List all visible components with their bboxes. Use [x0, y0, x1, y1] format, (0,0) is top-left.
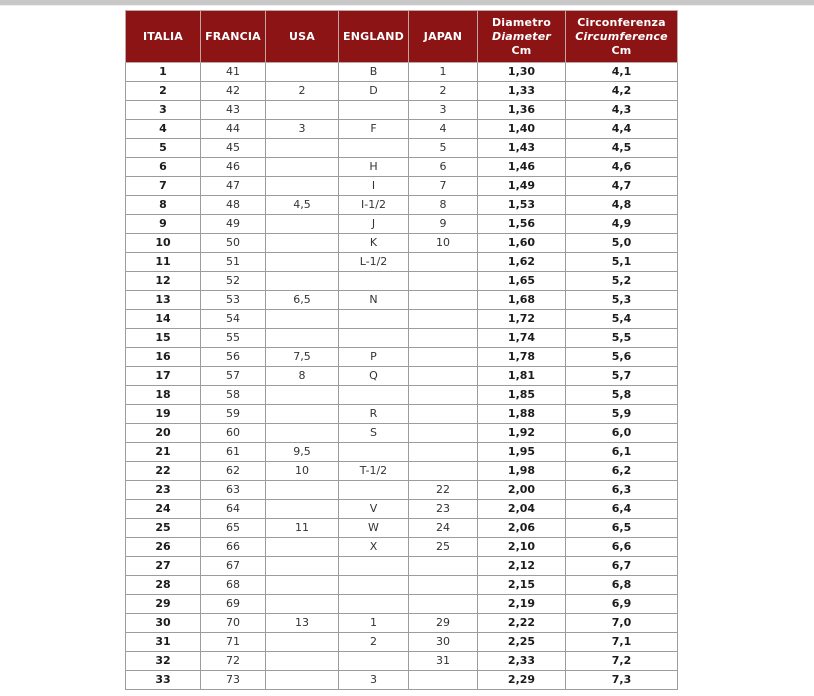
- table-row: [126, 272, 678, 291]
- cell-italia: 23: [126, 481, 201, 500]
- cell-circonferenza: 5,0: [566, 234, 678, 253]
- cell-diametro: 1,88: [478, 405, 566, 424]
- cell-england: D: [339, 82, 409, 101]
- cell-japan: [409, 310, 478, 329]
- table-row: [126, 633, 678, 652]
- cell-circonferenza: 4,1: [566, 63, 678, 82]
- cell-japan: [409, 329, 478, 348]
- cell-england: 3: [339, 671, 409, 690]
- cell-francia: 63: [201, 481, 266, 500]
- table-row: [126, 139, 678, 158]
- table-row: [126, 63, 678, 82]
- cell-usa: [266, 595, 339, 614]
- cell-circonferenza: 5,6: [566, 348, 678, 367]
- cell-francia: 67: [201, 557, 266, 576]
- cell-circonferenza: 6,4: [566, 500, 678, 519]
- cell-italia: 14: [126, 310, 201, 329]
- table-row: [126, 538, 678, 557]
- cell-england: I-1/2: [339, 196, 409, 215]
- cell-circonferenza: 6,7: [566, 557, 678, 576]
- cell-italia: 16: [126, 348, 201, 367]
- table-row: [126, 424, 678, 443]
- cell-england: [339, 443, 409, 462]
- cell-francia: 48: [201, 196, 266, 215]
- table-row: [126, 481, 678, 500]
- cell-circonferenza: 5,1: [566, 253, 678, 272]
- header-label: Diametro: [491, 15, 552, 29]
- cell-francia: 59: [201, 405, 266, 424]
- table-row: [126, 405, 678, 424]
- cell-francia: 58: [201, 386, 266, 405]
- cell-italia: 22: [126, 462, 201, 481]
- cell-diametro: 1,72: [478, 310, 566, 329]
- cell-japan: [409, 443, 478, 462]
- table-row: [126, 329, 678, 348]
- cell-england: B: [339, 63, 409, 82]
- cell-francia: 60: [201, 424, 266, 443]
- header-unit: Cm: [611, 43, 632, 57]
- cell-italia: 25: [126, 519, 201, 538]
- table-row: [126, 215, 678, 234]
- cell-italia: 29: [126, 595, 201, 614]
- cell-england: [339, 272, 409, 291]
- cell-england: P: [339, 348, 409, 367]
- table-row: [126, 177, 678, 196]
- cell-italia: 3: [126, 101, 201, 120]
- cell-usa: [266, 272, 339, 291]
- cell-circonferenza: 4,2: [566, 82, 678, 101]
- cell-usa: 4,5: [266, 196, 339, 215]
- cell-usa: [266, 63, 339, 82]
- cell-usa: 10: [266, 462, 339, 481]
- cell-francia: 49: [201, 215, 266, 234]
- cell-francia: 43: [201, 101, 266, 120]
- cell-usa: [266, 557, 339, 576]
- cell-japan: [409, 253, 478, 272]
- cell-diametro: 1,53: [478, 196, 566, 215]
- cell-italia: 5: [126, 139, 201, 158]
- cell-italia: 21: [126, 443, 201, 462]
- table-row: [126, 253, 678, 272]
- cell-diametro: 1,81: [478, 367, 566, 386]
- cell-diametro: 1,49: [478, 177, 566, 196]
- cell-circonferenza: 6,8: [566, 576, 678, 595]
- cell-italia: 31: [126, 633, 201, 652]
- cell-diametro: 2,22: [478, 614, 566, 633]
- cell-circonferenza: 4,8: [566, 196, 678, 215]
- cell-italia: 28: [126, 576, 201, 595]
- cell-francia: 69: [201, 595, 266, 614]
- cell-italia: 11: [126, 253, 201, 272]
- cell-england: X: [339, 538, 409, 557]
- cell-england: J: [339, 215, 409, 234]
- table-row: [126, 367, 678, 386]
- cell-diametro: 1,46: [478, 158, 566, 177]
- cell-circonferenza: 7,1: [566, 633, 678, 652]
- cell-england: 1: [339, 614, 409, 633]
- cell-england: S: [339, 424, 409, 443]
- cell-usa: [266, 405, 339, 424]
- cell-england: [339, 386, 409, 405]
- cell-diametro: 1,65: [478, 272, 566, 291]
- cell-circonferenza: 6,3: [566, 481, 678, 500]
- cell-francia: 45: [201, 139, 266, 158]
- cell-francia: 51: [201, 253, 266, 272]
- cell-circonferenza: 4,6: [566, 158, 678, 177]
- table-row: [126, 462, 678, 481]
- cell-usa: [266, 481, 339, 500]
- cell-italia: 10: [126, 234, 201, 253]
- cell-usa: [266, 177, 339, 196]
- cell-francia: 68: [201, 576, 266, 595]
- cell-usa: [266, 576, 339, 595]
- column-header-francia: FRANCIA: [201, 11, 266, 63]
- cell-circonferenza: 6,2: [566, 462, 678, 481]
- cell-diametro: 1,56: [478, 215, 566, 234]
- cell-usa: 8: [266, 367, 339, 386]
- ring-size-conversion-table: [125, 10, 678, 690]
- cell-italia: 6: [126, 158, 201, 177]
- cell-japan: 7: [409, 177, 478, 196]
- cell-japan: 8: [409, 196, 478, 215]
- cell-francia: 41: [201, 63, 266, 82]
- cell-italia: 15: [126, 329, 201, 348]
- cell-diametro: 2,04: [478, 500, 566, 519]
- cell-francia: 54: [201, 310, 266, 329]
- cell-usa: [266, 671, 339, 690]
- cell-england: [339, 557, 409, 576]
- cell-england: R: [339, 405, 409, 424]
- cell-england: L-1/2: [339, 253, 409, 272]
- cell-usa: [266, 424, 339, 443]
- cell-francia: 56: [201, 348, 266, 367]
- cell-japan: 29: [409, 614, 478, 633]
- table-row: [126, 82, 678, 101]
- cell-italia: 4: [126, 120, 201, 139]
- cell-circonferenza: 4,3: [566, 101, 678, 120]
- cell-francia: 66: [201, 538, 266, 557]
- cell-italia: 24: [126, 500, 201, 519]
- cell-england: W: [339, 519, 409, 538]
- cell-usa: 13: [266, 614, 339, 633]
- cell-england: [339, 101, 409, 120]
- cell-circonferenza: 5,8: [566, 386, 678, 405]
- cell-diametro: 2,29: [478, 671, 566, 690]
- cell-usa: [266, 386, 339, 405]
- cell-circonferenza: 4,7: [566, 177, 678, 196]
- cell-usa: 3: [266, 120, 339, 139]
- table-row: [126, 576, 678, 595]
- cell-circonferenza: 4,9: [566, 215, 678, 234]
- cell-usa: 9,5: [266, 443, 339, 462]
- cell-circonferenza: 4,4: [566, 120, 678, 139]
- cell-japan: [409, 462, 478, 481]
- cell-diametro: 1,40: [478, 120, 566, 139]
- cell-england: I: [339, 177, 409, 196]
- table-row: [126, 614, 678, 633]
- table-row: [126, 101, 678, 120]
- column-header-usa: USA: [266, 11, 339, 63]
- cell-japan: 9: [409, 215, 478, 234]
- cell-italia: 19: [126, 405, 201, 424]
- cell-francia: 72: [201, 652, 266, 671]
- cell-diametro: 2,19: [478, 595, 566, 614]
- cell-japan: 3: [409, 101, 478, 120]
- cell-francia: 52: [201, 272, 266, 291]
- cell-usa: [266, 538, 339, 557]
- cell-japan: [409, 405, 478, 424]
- cell-circonferenza: 6,9: [566, 595, 678, 614]
- cell-japan: 31: [409, 652, 478, 671]
- cell-diametro: 1,78: [478, 348, 566, 367]
- cell-circonferenza: 5,5: [566, 329, 678, 348]
- cell-japan: [409, 557, 478, 576]
- cell-japan: [409, 424, 478, 443]
- cell-circonferenza: 5,2: [566, 272, 678, 291]
- column-header-england: ENGLAND: [339, 11, 409, 63]
- header-label: Circonferenza: [577, 15, 666, 29]
- cell-japan: [409, 367, 478, 386]
- cell-francia: 62: [201, 462, 266, 481]
- cell-italia: 12: [126, 272, 201, 291]
- cell-italia: 20: [126, 424, 201, 443]
- cell-circonferenza: 6,1: [566, 443, 678, 462]
- cell-circonferenza: 4,5: [566, 139, 678, 158]
- cell-diametro: 2,00: [478, 481, 566, 500]
- cell-diametro: 1,92: [478, 424, 566, 443]
- cell-diametro: 1,33: [478, 82, 566, 101]
- cell-francia: 61: [201, 443, 266, 462]
- cell-japan: 25: [409, 538, 478, 557]
- column-header-circonferenza: [566, 11, 678, 63]
- cell-usa: 2: [266, 82, 339, 101]
- cell-england: N: [339, 291, 409, 310]
- cell-usa: 6,5: [266, 291, 339, 310]
- cell-england: 2: [339, 633, 409, 652]
- cell-diametro: 2,15: [478, 576, 566, 595]
- cell-italia: 33: [126, 671, 201, 690]
- cell-japan: 4: [409, 120, 478, 139]
- cell-usa: 7,5: [266, 348, 339, 367]
- cell-diametro: 1,36: [478, 101, 566, 120]
- cell-diametro: 1,68: [478, 291, 566, 310]
- cell-francia: 73: [201, 671, 266, 690]
- cell-diametro: 1,62: [478, 253, 566, 272]
- table-body: [126, 63, 678, 690]
- cell-usa: [266, 139, 339, 158]
- header-unit: Cm: [511, 43, 532, 57]
- cell-england: [339, 310, 409, 329]
- column-header-diametro: [478, 11, 566, 63]
- cell-diametro: 2,12: [478, 557, 566, 576]
- cell-francia: 70: [201, 614, 266, 633]
- cell-usa: [266, 158, 339, 177]
- cell-japan: 1: [409, 63, 478, 82]
- cell-francia: 42: [201, 82, 266, 101]
- cell-japan: [409, 272, 478, 291]
- cell-diametro: 1,43: [478, 139, 566, 158]
- table-row: [126, 500, 678, 519]
- table-row: [126, 557, 678, 576]
- cell-francia: 46: [201, 158, 266, 177]
- table-row: [126, 234, 678, 253]
- cell-usa: [266, 329, 339, 348]
- cell-japan: 30: [409, 633, 478, 652]
- header-sublabel: Diameter: [492, 29, 551, 43]
- cell-japan: [409, 386, 478, 405]
- cell-japan: [409, 671, 478, 690]
- cell-usa: [266, 310, 339, 329]
- cell-circonferenza: 7,0: [566, 614, 678, 633]
- cell-japan: 23: [409, 500, 478, 519]
- cell-usa: 11: [266, 519, 339, 538]
- cell-england: K: [339, 234, 409, 253]
- cell-circonferenza: 6,6: [566, 538, 678, 557]
- cell-england: [339, 139, 409, 158]
- cell-circonferenza: 5,7: [566, 367, 678, 386]
- cell-diametro: 2,06: [478, 519, 566, 538]
- cell-england: [339, 481, 409, 500]
- cell-circonferenza: 5,4: [566, 310, 678, 329]
- table-row: [126, 120, 678, 139]
- cell-italia: 8: [126, 196, 201, 215]
- cell-diametro: 1,95: [478, 443, 566, 462]
- cell-usa: [266, 215, 339, 234]
- header-sublabel: Circumference: [575, 29, 668, 43]
- cell-diametro: 1,98: [478, 462, 566, 481]
- cell-england: H: [339, 158, 409, 177]
- table-row: [126, 652, 678, 671]
- cell-england: T-1/2: [339, 462, 409, 481]
- cell-japan: [409, 291, 478, 310]
- cell-japan: 24: [409, 519, 478, 538]
- cell-usa: [266, 101, 339, 120]
- cell-japan: 22: [409, 481, 478, 500]
- table-row: [126, 443, 678, 462]
- cell-italia: 18: [126, 386, 201, 405]
- cell-francia: 65: [201, 519, 266, 538]
- header-row: [126, 11, 678, 63]
- cell-japan: 2: [409, 82, 478, 101]
- column-header-italia: ITALIA: [126, 11, 201, 63]
- table-row: [126, 158, 678, 177]
- cell-italia: 27: [126, 557, 201, 576]
- cell-circonferenza: 6,5: [566, 519, 678, 538]
- cell-francia: 64: [201, 500, 266, 519]
- cell-diametro: 1,74: [478, 329, 566, 348]
- cell-circonferenza: 7,2: [566, 652, 678, 671]
- table-row: [126, 291, 678, 310]
- cell-italia: 9: [126, 215, 201, 234]
- cell-circonferenza: 7,3: [566, 671, 678, 690]
- table-row: [126, 386, 678, 405]
- cell-diametro: 1,30: [478, 63, 566, 82]
- cell-england: [339, 576, 409, 595]
- cell-italia: 17: [126, 367, 201, 386]
- table-row: [126, 310, 678, 329]
- table-row: [126, 671, 678, 690]
- table-row: [126, 348, 678, 367]
- table-row: [126, 519, 678, 538]
- cell-italia: 32: [126, 652, 201, 671]
- cell-francia: 47: [201, 177, 266, 196]
- cell-japan: [409, 576, 478, 595]
- cell-diametro: 2,10: [478, 538, 566, 557]
- cell-japan: [409, 595, 478, 614]
- cell-england: F: [339, 120, 409, 139]
- cell-usa: [266, 234, 339, 253]
- cell-england: [339, 595, 409, 614]
- cell-francia: 55: [201, 329, 266, 348]
- cell-england: Q: [339, 367, 409, 386]
- cell-francia: 71: [201, 633, 266, 652]
- cell-francia: 57: [201, 367, 266, 386]
- cell-francia: 44: [201, 120, 266, 139]
- cell-francia: 53: [201, 291, 266, 310]
- cell-italia: 2: [126, 82, 201, 101]
- cell-italia: 7: [126, 177, 201, 196]
- cell-england: [339, 652, 409, 671]
- cell-usa: [266, 652, 339, 671]
- cell-usa: [266, 253, 339, 272]
- cell-italia: 13: [126, 291, 201, 310]
- cell-italia: 1: [126, 63, 201, 82]
- cell-diametro: 2,33: [478, 652, 566, 671]
- cell-england: [339, 329, 409, 348]
- cell-japan: 10: [409, 234, 478, 253]
- cell-francia: 50: [201, 234, 266, 253]
- table-row: [126, 595, 678, 614]
- cell-italia: 30: [126, 614, 201, 633]
- table-row: [126, 196, 678, 215]
- page-top-bar: [0, 0, 814, 6]
- cell-italia: 26: [126, 538, 201, 557]
- cell-diametro: 2,25: [478, 633, 566, 652]
- cell-circonferenza: 6,0: [566, 424, 678, 443]
- cell-england: V: [339, 500, 409, 519]
- cell-japan: 6: [409, 158, 478, 177]
- cell-circonferenza: 5,3: [566, 291, 678, 310]
- cell-diametro: 1,60: [478, 234, 566, 253]
- cell-circonferenza: 5,9: [566, 405, 678, 424]
- column-header-japan: JAPAN: [409, 11, 478, 63]
- cell-japan: [409, 348, 478, 367]
- cell-diametro: 1,85: [478, 386, 566, 405]
- cell-japan: 5: [409, 139, 478, 158]
- cell-usa: [266, 633, 339, 652]
- cell-usa: [266, 500, 339, 519]
